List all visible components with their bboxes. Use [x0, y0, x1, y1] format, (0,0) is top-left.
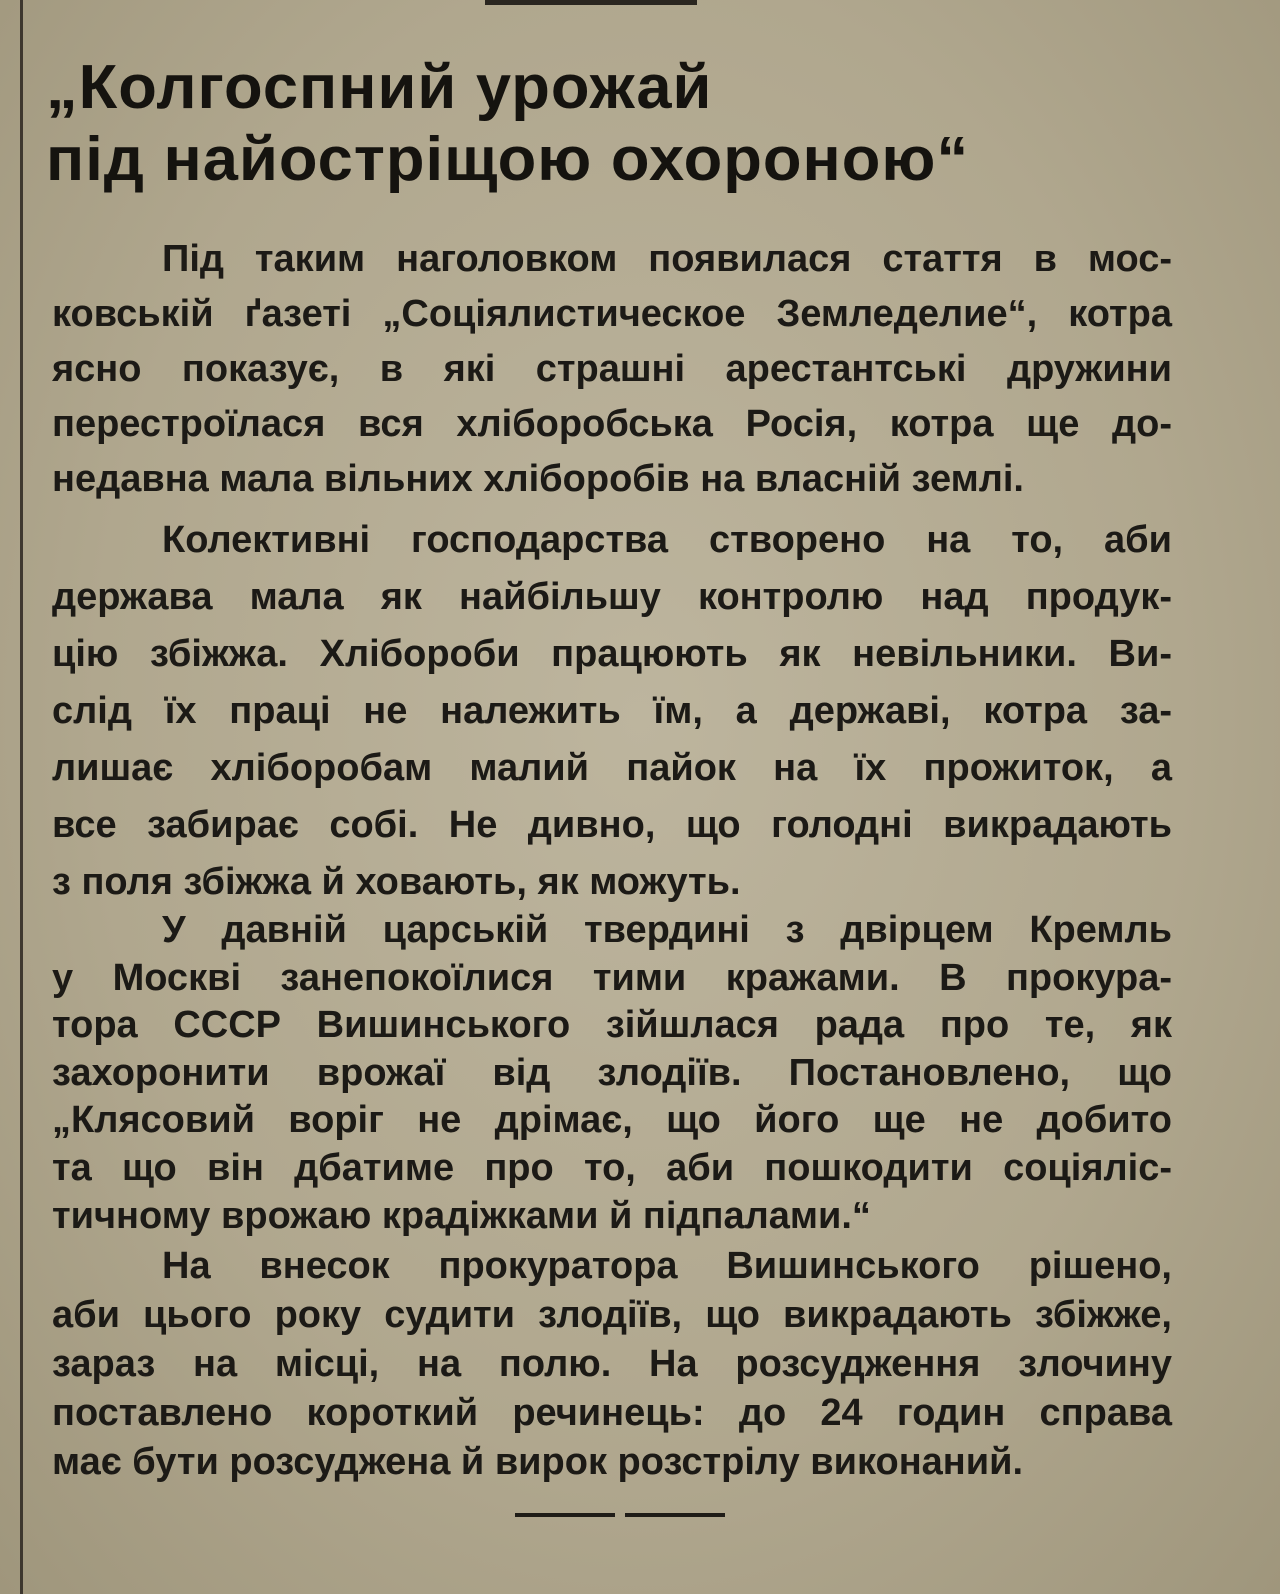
top-rule	[485, 0, 697, 5]
text-line: тора СССР Вишинського зійшлася рада про те, як	[52, 1004, 1172, 1047]
text-line: перестроїлася вся хліборобська Росія, котра ще до-	[52, 403, 1172, 445]
paragraph	[52, 232, 1172, 507]
paragraph	[52, 907, 1172, 1240]
title-line: під найостріщою охороною“	[46, 125, 970, 194]
text-line: тичному врожаю крадіжками й підпалами.“	[52, 1194, 871, 1237]
paragraph	[52, 1242, 1172, 1487]
text-line: у Москві занепокоїлися тими кражами. В прокура-	[52, 956, 1172, 999]
article-title	[46, 52, 969, 196]
column-rule	[20, 0, 23, 1594]
text-line: все забирає собі. Не дивно, що голодні викрадають	[52, 804, 1172, 846]
text-line: „Клясовий воріг не дрімає, що його ще не добито	[52, 1099, 1172, 1142]
end-rule	[625, 1513, 725, 1517]
end-rule	[515, 1513, 615, 1517]
text-line: держава мала як найбільшу контролю над продук-	[52, 576, 1172, 618]
text-line: Колективні господарства створено на то, аби	[162, 519, 1172, 561]
text-line: поставлено короткий речинець: до 24 годин справа	[52, 1392, 1172, 1434]
text-line: захоронити врожаї від злодіїв. Постановлено, що	[52, 1051, 1172, 1094]
text-line: Під таким наголовком появилася стаття в мос-	[162, 238, 1172, 280]
text-line: У давній царській твердині з двірцем Кремль	[162, 909, 1172, 951]
text-line: цію збіжжа. Хлібороби працюють як невільники. Ви-	[52, 633, 1172, 675]
text-line: ковській ґазеті „Соціялистическое Земледелие“, котра	[52, 293, 1172, 335]
text-line: та що він дбатиме про то, аби пошкодити соціяліс-	[52, 1146, 1172, 1189]
text-line: слід їх праці не належить їм, а державі, котра за-	[52, 690, 1172, 732]
text-line: На внесок прокуратора Вишинського рішено,	[162, 1245, 1172, 1287]
text-line: з поля збіжжа й ховають, як можуть.	[52, 861, 741, 903]
text-line: лишає хліборобам малий пайок на їх прожиток, а	[52, 747, 1172, 789]
paragraph	[52, 512, 1172, 911]
text-line: має бути розсуджена й вирок розстрілу виконаний.	[52, 1441, 1024, 1483]
title-line: „Колгоспний урожай	[46, 53, 713, 122]
text-line: недавна мала вільних хліборобів на власній землі.	[52, 458, 1024, 500]
text-line: аби цього року судити злодіїв, що викрадають збіжже,	[52, 1294, 1172, 1336]
text-line: ясно показує, в які страшні арестантські дружини	[52, 348, 1172, 390]
text-line: зараз на місці, на полю. На розсудження злочину	[52, 1343, 1172, 1385]
